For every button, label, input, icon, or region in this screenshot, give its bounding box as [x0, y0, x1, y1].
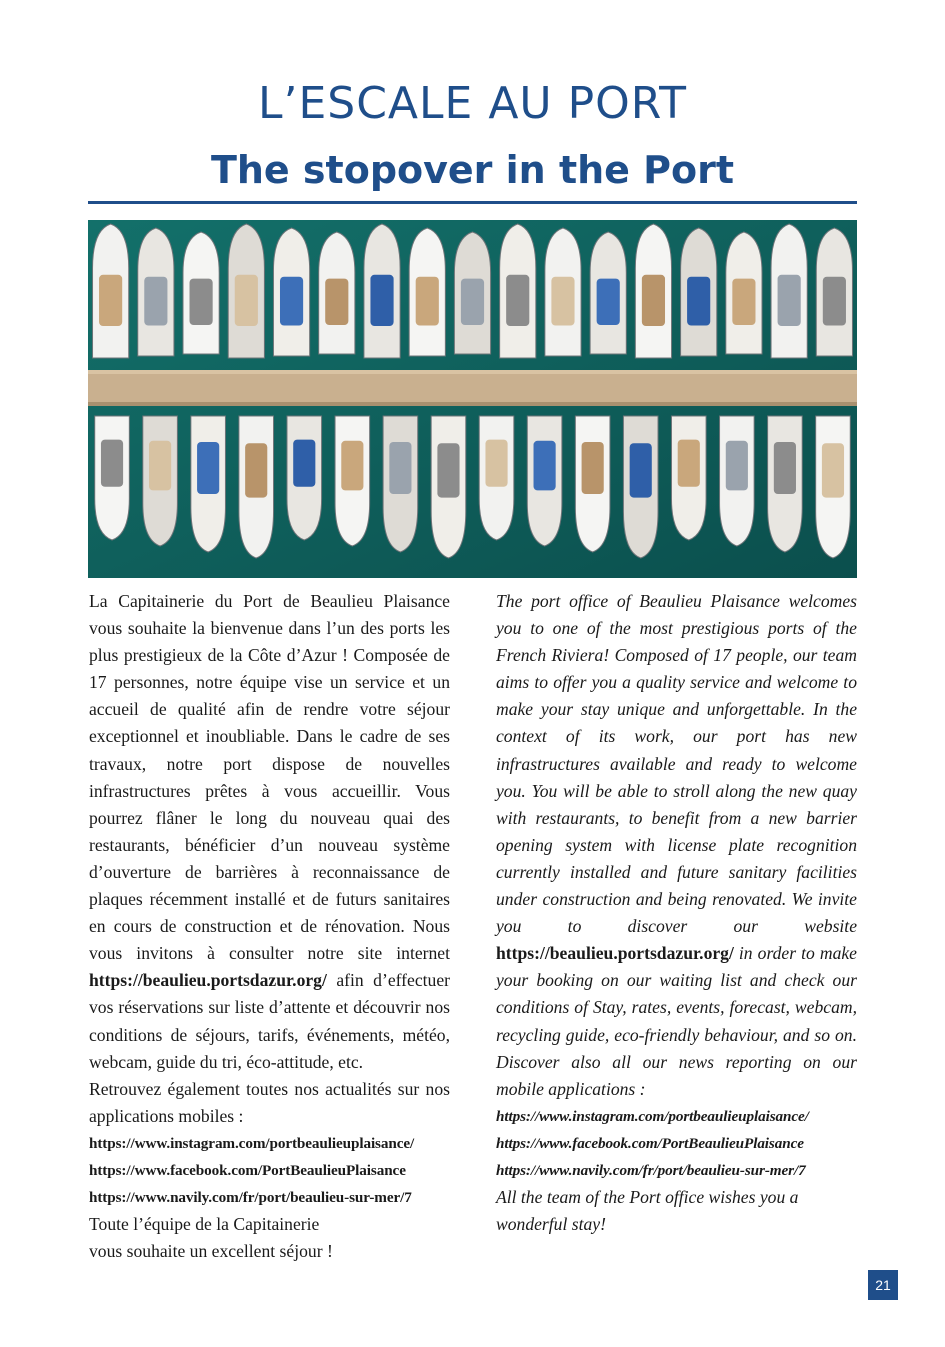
- website-link-fr[interactable]: https://beaulieu.portsdazur.org/: [89, 970, 327, 991]
- boat-deck: [293, 440, 315, 487]
- boat-deck: [485, 440, 507, 487]
- boat-deck: [822, 443, 844, 497]
- navily-link-fr[interactable]: https://www.navily.com/fr/port/beaulieu-sur-mer/7: [89, 1189, 412, 1207]
- page-subtitle: The stopover in the Port: [210, 148, 735, 192]
- boat-deck: [732, 279, 755, 325]
- boat-deck: [778, 275, 801, 326]
- boat-deck: [245, 443, 267, 497]
- title-divider: [88, 201, 857, 204]
- boat-deck: [280, 277, 303, 326]
- boat-deck: [190, 279, 213, 325]
- facebook-link-fr[interactable]: https://www.facebook.com/PortBeaulieuPlaisance: [89, 1161, 406, 1179]
- boat-deck: [437, 443, 459, 497]
- boat-deck: [823, 277, 846, 326]
- boat-deck: [726, 441, 748, 491]
- boat-deck: [687, 277, 710, 326]
- boat-deck: [325, 279, 348, 325]
- boat-deck: [99, 275, 122, 326]
- boat-deck: [582, 442, 604, 494]
- boat-deck: [642, 275, 665, 326]
- boat-deck: [101, 440, 123, 487]
- website-link-en[interactable]: https://beaulieu.portsdazur.org/: [496, 943, 734, 964]
- closing-text-en: All the team of the Port office wishes you a wonderful stay!: [496, 1187, 799, 1235]
- page-title: L’ESCALE AU PORT: [257, 78, 688, 129]
- english-column: [496, 588, 857, 1238]
- boat-deck: [534, 441, 556, 491]
- boat-deck: [774, 442, 796, 494]
- after-website-text-en: in order to make your booking on our waiting list and check our conditions of Stay, rates, events, forecast, webcam, recycling guide, eco-friendly behaviour, and so on. Discover also all our news reporting on our mobile applications :: [496, 943, 857, 1099]
- boat-deck: [630, 443, 652, 497]
- boat-deck: [370, 275, 393, 326]
- marina-aerial-photo: [88, 220, 857, 578]
- boat-deck: [551, 277, 574, 326]
- intro-text-fr: La Capitainerie du Port de Beaulieu Plaisance vous souhaite la bienvenue dans l’un des ports les plus prestigieux de la Côte d’Azur ! Composée de 17 personnes, notre équipe vise un service et un accueil de qualité afin de rendre votre séjour exceptionnel et inoubliable. Dans le cadre de ses travaux, notre port dispose de nouvelles infrastructures prêtes à vous accueillir. Vous pourrez flâner le long du nouveau quai des restaurants, bénéficier d’un nouveau système d’ouverture de barrières à reconnaissance de plaques récemment installé et de futurs sanitaires en cours de construction et de rénovation. Nous vous invitons à consulter notre site internet: [89, 591, 450, 964]
- apps-text-fr: Retrouvez également toutes nos actualités sur nos applications mobiles :: [89, 1078, 450, 1126]
- pier: [88, 370, 857, 406]
- boat-deck: [197, 442, 219, 494]
- page-number: 21: [868, 1270, 898, 1300]
- french-column: [89, 588, 450, 1265]
- after-website-text-fr: afin d’effectuer vos réservations sur liste d’attente et découvrir nos conditions de séjours, tarifs, événements, météo, webcam, guide du tri, éco-attitude, etc.: [89, 970, 450, 1072]
- boat-deck: [235, 275, 258, 326]
- boat-deck: [678, 440, 700, 487]
- closing-line-2-fr: vous souhaite un excellent séjour !: [89, 1241, 333, 1262]
- boat-deck: [389, 442, 411, 494]
- navily-link-en[interactable]: https://www.navily.com/fr/port/beaulieu-sur-mer/7: [496, 1161, 806, 1179]
- boat-deck: [144, 277, 167, 326]
- instagram-link-en[interactable]: https://www.instagram.com/portbeaulieuplaisance/: [496, 1107, 809, 1125]
- boat-deck: [461, 279, 484, 325]
- boat-deck: [341, 441, 363, 491]
- boat-deck: [597, 279, 620, 325]
- intro-text-en: The port office of Beaulieu Plaisance welcomes you to one of the most prestigious ports of the French Riviera! Composed of 17 people, our team aims to offer you a quality service and welcome to make your stay unique and unforgettable. In the context of its work, our port has new infrastructures available and ready to welcome you. You will be able to stroll along the new quay with restaurants, to benefit from a new barrier opening system with license plate recognition currently installed and future sanitary facilities under construction and being renovated. We invite you to discover our website: [496, 591, 857, 937]
- closing-line-1-fr: Toute l’équipe de la Capitainerie: [89, 1214, 320, 1235]
- boat-deck: [506, 275, 529, 326]
- boat-deck: [149, 441, 171, 491]
- facebook-link-en[interactable]: https://www.facebook.com/PortBeaulieuPlaisance: [496, 1134, 804, 1152]
- instagram-link-fr[interactable]: https://www.instagram.com/portbeaulieuplaisance/: [89, 1134, 415, 1152]
- boat-deck: [416, 277, 439, 326]
